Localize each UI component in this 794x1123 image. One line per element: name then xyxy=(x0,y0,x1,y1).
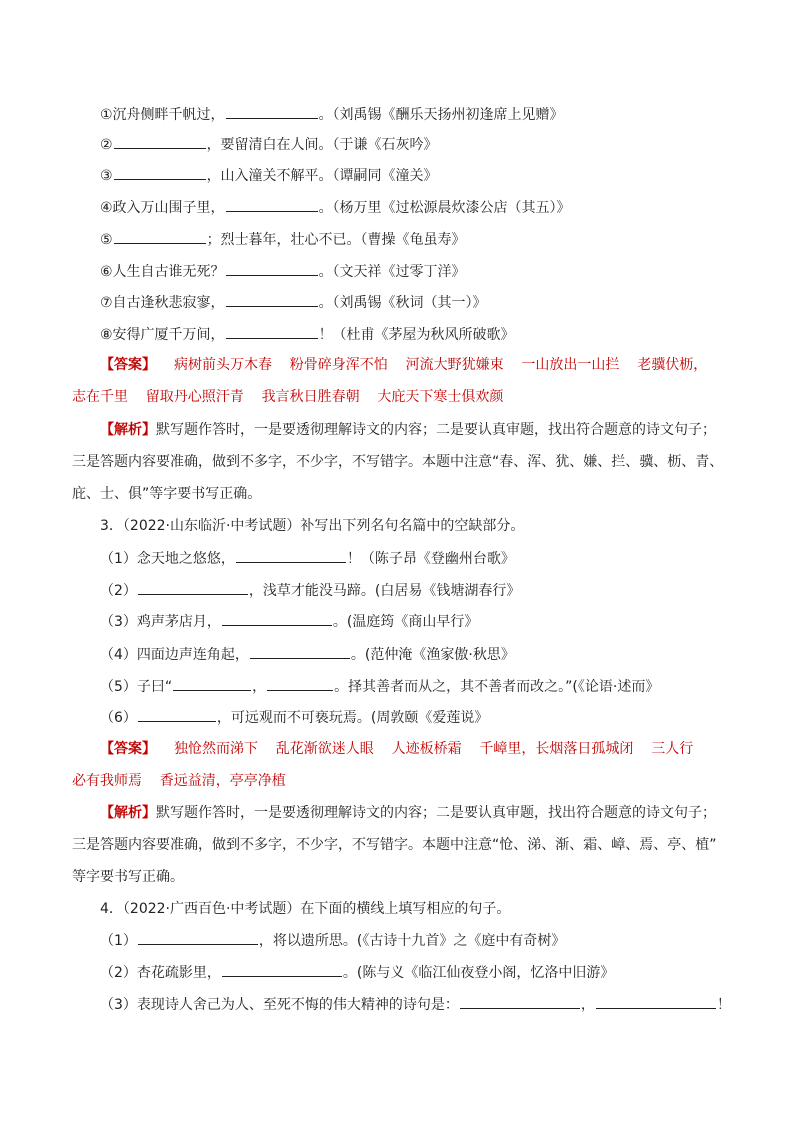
answer-line xyxy=(72,387,503,407)
item-text: ⑦自古逢秋悲寂寥， xyxy=(100,295,225,311)
answer-tag: 【答案】 xyxy=(100,741,156,757)
answer-text: 志在千里 留取丹心照汗青 我言秋日胜春朝 大庇天下寒士俱欢颜 xyxy=(72,389,504,405)
item-source: 。(温庭筠《商山早行》 xyxy=(332,614,479,630)
item-text: （1）念天地之悠悠， xyxy=(100,551,235,567)
fill-item xyxy=(100,291,487,313)
analysis-line xyxy=(100,803,716,823)
answer-blank[interactable] xyxy=(114,228,206,244)
answer-line xyxy=(100,739,693,759)
fill-item xyxy=(100,103,564,125)
answer-blank[interactable] xyxy=(236,547,346,563)
answer-blank[interactable] xyxy=(226,323,318,339)
item-source: ，可远观而不可亵玩焉。(周敦颐《爱莲说》 xyxy=(216,710,489,726)
answer-blank[interactable] xyxy=(222,961,342,977)
item-source: ！（杜甫《茅屋为秋风所破歌》 xyxy=(318,327,515,343)
analysis-line xyxy=(72,452,723,472)
answer-text: 必有我师焉 香远益清，亭亭净植 xyxy=(72,773,286,789)
question-4-heading: 4．（2022·广西百色·中考试题）在下面的横线上填写相应的句子。 xyxy=(100,901,511,917)
item-text: ⑤ xyxy=(100,232,113,248)
answer-blank[interactable] xyxy=(114,164,206,180)
answer-blank[interactable] xyxy=(226,103,318,119)
analysis-text: 等字要书写正确。 xyxy=(72,869,184,885)
item-source: ！（陈子昂《登幽州台歌》 xyxy=(346,551,515,567)
item-text: （4）四面边声连角起， xyxy=(100,647,249,663)
fill-item: （3）表现诗人舍己为人、至死不悔的伟大精神的诗句是： ， ！ xyxy=(100,993,731,1015)
analysis-line xyxy=(72,835,717,855)
answer-blank[interactable] xyxy=(250,643,350,659)
item-text: （5）子曰“ xyxy=(100,679,173,695)
answer-blank[interactable] xyxy=(226,196,318,212)
answer-blank[interactable] xyxy=(173,675,251,691)
item-source: 。(范仲淹《渔家傲·秋思》 xyxy=(350,647,515,663)
analysis-tag: 【解析】 xyxy=(100,805,156,821)
answer-blank[interactable] xyxy=(114,133,206,149)
analysis-tag: 【解析】 xyxy=(100,422,156,438)
item-source: 。（刘禹锡《酬乐天扬州初逢席上见赠》 xyxy=(318,107,564,123)
item-source: ，要留清白在人间。（于谦《石灰吟》 xyxy=(206,137,438,153)
answer-blank[interactable] xyxy=(226,291,318,307)
fill-item: （5）子曰“ ， 。择其善者而从之，其不善者而改之。”(《论语·述而》 xyxy=(100,675,659,697)
item-text: （6） xyxy=(100,710,137,726)
answer-blank[interactable] xyxy=(222,610,332,626)
item-text: ③ xyxy=(100,168,113,184)
fill-item xyxy=(100,547,515,569)
answer-blank[interactable] xyxy=(138,929,258,945)
fill-item xyxy=(100,706,488,728)
answer-line xyxy=(72,771,286,791)
fill-item xyxy=(100,643,515,665)
fill-item xyxy=(100,196,571,218)
answer-blank[interactable] xyxy=(460,993,580,1009)
fill-item xyxy=(100,260,466,282)
item-text: ④政入万山围子里， xyxy=(100,200,225,216)
answer-blank[interactable] xyxy=(596,993,716,1009)
item-source: 。(陈与义《临江仙夜登小阁，忆洛中旧游》 xyxy=(342,965,615,981)
item-source: ，浅草才能没马蹄。(白居易《钱塘湖春行》 xyxy=(248,583,521,599)
item-source: 。（文天祥《过零丁洋》 xyxy=(318,264,466,280)
item-source: 。择其善者而从之，其不善者而改之。”(《论语·述而》 xyxy=(334,679,660,695)
analysis-line xyxy=(72,484,261,504)
item-text: ⑧安得广厦千万间， xyxy=(100,327,225,343)
item-text: ①沉舟侧畔千帆过， xyxy=(100,107,225,123)
analysis-line xyxy=(100,420,716,440)
answer-line xyxy=(100,355,707,375)
item-text: （1） xyxy=(100,933,137,949)
answer-blank[interactable] xyxy=(267,675,333,691)
analysis-line xyxy=(72,867,184,887)
fill-item xyxy=(100,164,438,186)
analysis-text: 三是答题内容要准确，做到不多字，不少字，不写错字。本题中注意“春、浑、犹、嫌、拦、骥、枥、青、 xyxy=(72,454,724,470)
answer-text: 独怆然而涕下 乱花渐欲迷人眼 人迹板桥霜 千嶂里，长烟落日孤城闭 三人行 xyxy=(174,741,694,757)
analysis-text: 三是答题内容要准确，做到不多字，不少字，不写错字。本题中注意“怆、涕、渐、霜、嶂、焉、亭、植” xyxy=(72,837,717,853)
item-source: ，山入潼关不解平。（谭嗣同《潼关》 xyxy=(206,168,438,184)
item-source: ，将以遗所思。(《古诗十九首》之《庭中有奇树》 xyxy=(258,933,566,949)
analysis-text: 默写题作答时，一是要透彻理解诗文的内容；二是要认真审题，找出符合题意的诗文句子； xyxy=(156,805,716,821)
fill-item xyxy=(100,610,478,632)
item-text: （2）杏花疏影里， xyxy=(100,965,221,981)
answer-blank[interactable] xyxy=(138,706,216,722)
answer-blank[interactable] xyxy=(226,260,318,276)
item-source: 。（杨万里《过松源晨炊漆公店（其五）》 xyxy=(318,200,571,216)
analysis-text: 庇、士、俱”等字要书写正确。 xyxy=(72,486,262,502)
fill-item xyxy=(100,929,565,951)
answer-blank[interactable] xyxy=(138,579,248,595)
analysis-text: 默写题作答时，一是要透彻理解诗文的内容；二是要认真审题，找出符合题意的诗文句子； xyxy=(156,422,716,438)
item-text: （3）鸡声茅店月， xyxy=(100,614,221,630)
fill-item xyxy=(100,579,520,601)
fill-item xyxy=(100,961,614,983)
item-text: ⑥人生自古谁无死？ xyxy=(100,264,225,280)
item-text: （3）表现诗人舍己为人、至死不悔的伟大精神的诗句是： xyxy=(100,997,459,1013)
fill-item xyxy=(100,323,515,345)
item-source: 。（刘禹锡《秋词（其一）》 xyxy=(318,295,487,311)
fill-item xyxy=(100,228,466,250)
item-source: ；烈士暮年，壮心不已。（曹操《龟虽寿》 xyxy=(206,232,466,248)
item-text: （2） xyxy=(100,583,137,599)
answer-text: 病树前头万木春 粉骨碎身浑不怕 河流大野犹嫌束 一山放出一山拦 老骥伏枥， xyxy=(174,357,708,373)
fill-item xyxy=(100,133,438,155)
question-3-heading: 3．（2022·山东临沂·中考试题）补写出下列名句名篇中的空缺部分。 xyxy=(100,518,525,534)
answer-tag: 【答案】 xyxy=(100,357,156,373)
item-text: ② xyxy=(100,137,113,153)
